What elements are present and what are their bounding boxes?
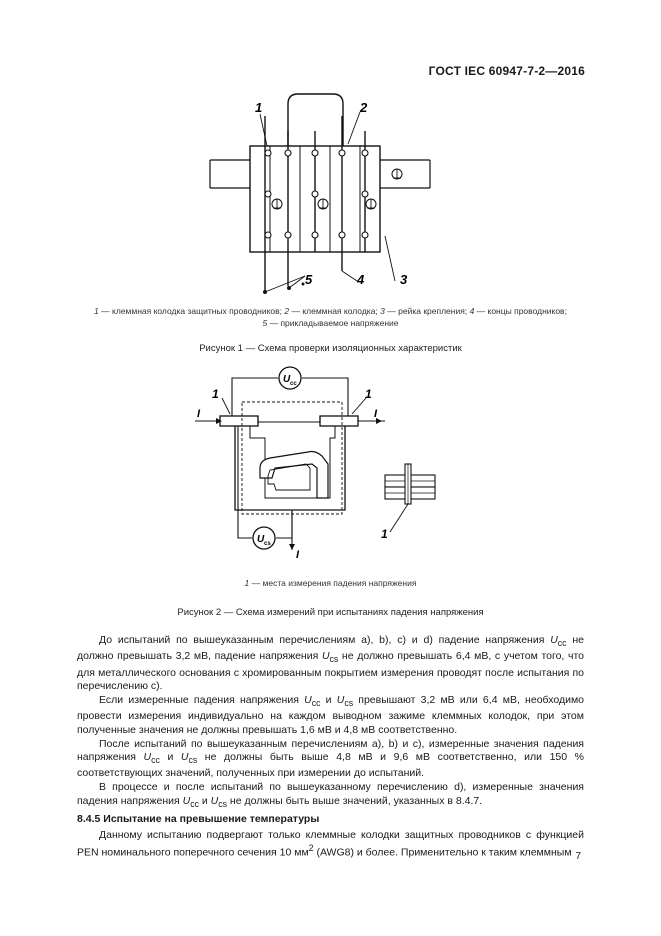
document-header: ГОСТ IEC 60947-7-2—2016 <box>428 64 585 78</box>
body-text <box>77 634 584 861</box>
figure-2-diagram <box>190 360 450 570</box>
paragraph-3: После испытаний по вышеуказанным перечислениям a), b) и c), измеренные значения падения напряжения $U_{cc}$ и $U_{cs}$ не должны быть выше 4,8 мВ и 9,6 мВ соответственно, или 150 % соответствующих значений, полученных при измерении до испытаний. <box>77 737 584 780</box>
svg-text:U: U <box>283 374 291 385</box>
fig1-label-4: 4 <box>357 272 365 287</box>
paragraph-1: До испытаний по вышеуказанным перечислениям a), b), c) и d) падение напряжения $U_{cc}$ не должно превышать 3,2 мВ, падение напряжения $U_{cs}$ не должно превышать 6,4 мВ, с учетом того, что для металлического основания с хромированным покрытием измерения проводят после испытания по перечислению c). <box>77 634 584 692</box>
current-label-right: I <box>374 408 378 420</box>
paragraph-5: Данному испытанию подвергают только клеммные колодки защитных проводников с функцией PEN номинального поперечного сечения 10 $мм^2$ (AWG8) и более. Применительно к таким клеммным <box>77 829 584 859</box>
fig1-label-5: 5 <box>305 272 313 287</box>
paragraph-4: В процессе и после испытаний по вышеуказанному перечислению d), измеренные значения падения напряжения $U_{cc}$ и $U_{cs}$ не должны быть выше значений, указанных в 8.4.7. <box>77 781 584 809</box>
svg-text:U: U <box>257 534 265 545</box>
fig1-label-2: 2 <box>360 100 368 115</box>
svg-text:cs: cs <box>264 541 271 547</box>
figure-1-legend: 1 — клеммная колодка защитных проводников; 2 — клеммная колодка; 3 — рейка крепления; 4 — концы проводников; 5 — прикладываемое напряжение <box>94 306 567 328</box>
section-heading: 8.4.5 Испытание на превышение температуры <box>77 812 320 825</box>
current-label-bottom: I <box>296 549 300 561</box>
figure-1-caption: Рисунок 1 — Схема проверки изоляционных характеристик <box>199 343 462 354</box>
paragraph-2: Если измеренные падения напряжения $U_{cc}$ и $U_{cs}$ превышают 3,2 мВ или 6,4 мВ, необходимо провести измерения индивидуально на каждом выводном зажиме клеммных колодок, при этом полученные значения не должны превышать 1,6 мВ и 4,8 мВ соответственно. <box>77 694 584 736</box>
fig2-label-1-left: 1 <box>212 387 219 401</box>
fig1-label-3: 3 <box>400 272 408 287</box>
page-number: 7 <box>575 851 581 862</box>
svg-text:cc: cc <box>290 381 297 387</box>
figure-2-legend: 1 — места измерения падения напряжения <box>244 578 417 588</box>
current-label-left: I <box>197 408 201 420</box>
figure-2-caption: Рисунок 2 — Схема измерений при испытаниях падения напряжения <box>177 607 484 618</box>
fig2-label-1-right: 1 <box>365 387 372 401</box>
fig2-label-1-side: 1 <box>381 527 388 541</box>
fig1-label-1: 1 <box>255 100 263 115</box>
figure-1-diagram <box>205 86 435 301</box>
